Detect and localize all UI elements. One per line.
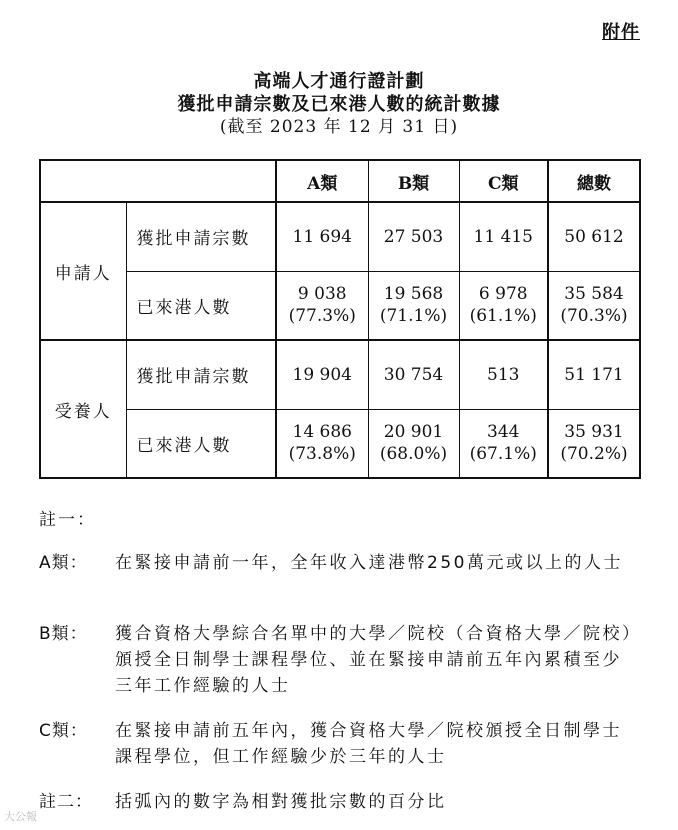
cell-value: 20 901 — [383, 422, 444, 443]
cell-percentage: (67.1%) — [469, 444, 537, 465]
table-cell-total — [548, 271, 640, 340]
note-text: 括弧內的數字為相對獲批宗數的百分比 — [115, 792, 447, 812]
table-cell — [459, 271, 548, 340]
table-cell — [276, 409, 368, 478]
table-cell — [368, 202, 459, 271]
table-row — [40, 340, 640, 409]
note-key: C類： — [39, 721, 88, 741]
table-cell — [459, 409, 548, 478]
table-cell — [276, 202, 368, 271]
cell-value: 513 — [487, 364, 520, 385]
cell-percentage: (61.1%) — [469, 306, 537, 327]
note-text: 在緊接申請前五年內，獲合資格大學／院校頒授全日制學士課程學位，但工作經驗少於三年的人士 — [115, 721, 622, 767]
cell-value: 14 686 — [292, 422, 352, 443]
note-text: 在緊接申請前一年，全年收入達港幣250萬元或以上的人士 — [115, 553, 623, 573]
column-header-total: 總數 — [548, 160, 640, 202]
note-text: 獲合資格大學綜合名單中的大學／院校（合資格大學／院校）頒授全日制學士課程學位、並在緊接申請前五年內累積至少三年工作經驗的人士 — [115, 624, 633, 696]
column-header-b: B類 — [368, 160, 459, 202]
metric-label: 已來港人數 — [126, 409, 276, 478]
cell-value: 30 754 — [383, 364, 444, 385]
cell-value: 9 038 — [297, 284, 347, 305]
table-row — [40, 409, 640, 478]
notes-heading: 註一： — [39, 510, 96, 530]
table-cell — [368, 271, 459, 340]
cell-percentage: (77.3%) — [288, 306, 356, 327]
cell-value: 51 171 — [564, 364, 624, 385]
column-header-c: C類 — [459, 160, 548, 202]
cell-value: 11 415 — [473, 226, 533, 247]
note-key: A類： — [39, 553, 88, 573]
table-cell — [276, 271, 368, 340]
cell-value: 35 584 — [564, 284, 624, 305]
table-cell-total — [548, 202, 640, 271]
cell-percentage: (70.3%) — [560, 306, 628, 327]
cell-value: 27 503 — [383, 226, 444, 247]
note-key: 註二： — [39, 792, 93, 812]
page-title: 高端人才通行證計劃 — [253, 71, 425, 92]
group-label-dependants: 受養人 — [40, 340, 126, 478]
table-cell-total — [548, 340, 640, 409]
cell-percentage: (68.0%) — [379, 444, 448, 465]
statistics-table — [39, 159, 641, 479]
cell-value: 19 568 — [383, 284, 444, 305]
cell-value: 35 931 — [564, 422, 624, 443]
table-row — [40, 271, 640, 340]
cell-percentage: (73.8%) — [288, 444, 356, 465]
metric-label: 獲批申請宗數 — [126, 340, 276, 409]
column-header-a: A類 — [276, 160, 368, 202]
metric-label: 獲批申請宗數 — [126, 202, 276, 271]
cell-value: 6 978 — [478, 284, 528, 305]
group-label-applicants: 申請人 — [40, 202, 126, 340]
attachment-label: 附件 — [602, 22, 640, 43]
table-cell — [459, 202, 548, 271]
cell-value: 11 694 — [292, 226, 352, 247]
cell-value: 50 612 — [564, 226, 624, 247]
date-note: (截至 2023 年 12 月 31 日) — [219, 117, 459, 137]
cell-percentage: (71.1%) — [379, 306, 448, 327]
metric-label: 已來港人數 — [126, 271, 276, 340]
page-subtitle-title: 獲批申請宗數及已來港人數的統計數據 — [177, 94, 501, 115]
table-corner-cell — [40, 160, 276, 202]
cell-value: 19 904 — [292, 364, 352, 385]
cell-value: 344 — [487, 422, 520, 443]
table-cell-total — [548, 409, 640, 478]
table-cell — [368, 340, 459, 409]
note-key: B類： — [39, 624, 88, 644]
table-row — [40, 202, 640, 271]
cell-percentage: (70.2%) — [560, 444, 628, 465]
table-cell — [276, 340, 368, 409]
table-cell — [459, 340, 548, 409]
table-cell — [368, 409, 459, 478]
watermark-logo: 大公報 — [4, 810, 37, 823]
table-header-row — [40, 160, 640, 202]
